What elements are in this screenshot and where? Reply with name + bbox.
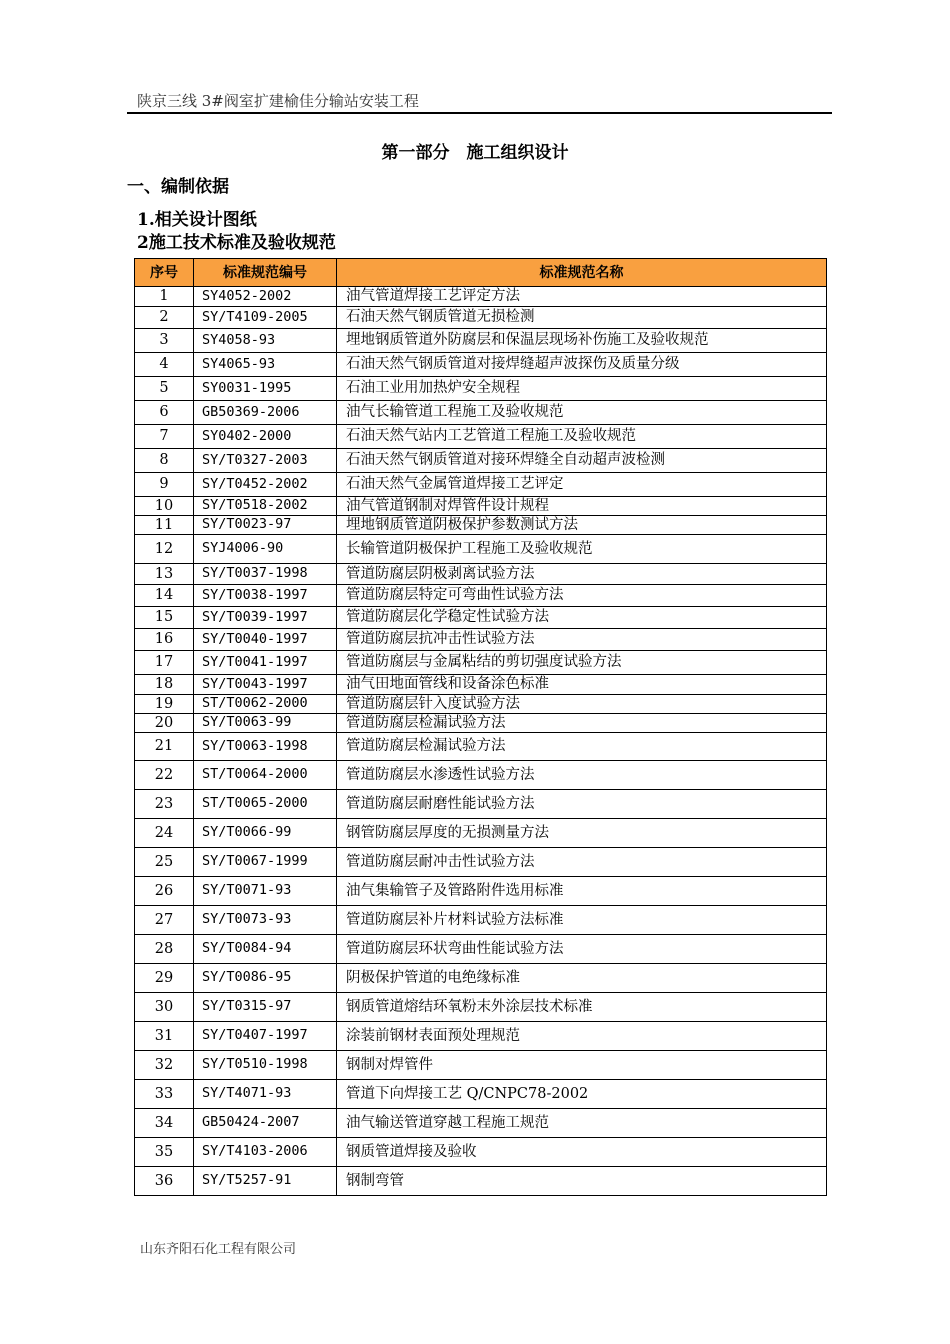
table-body [135,287,827,1196]
row-index: 22 [135,761,194,790]
row-name: 涂装前钢材表面预处理规范 [337,1022,827,1051]
document-title: 第一部分 施工组织设计 [381,143,569,163]
table-row [135,629,827,651]
header-name: 标准规范名称 [337,259,827,287]
row-name: 管道防腐层阴极剥离试验方法 [337,564,827,585]
row-name: 管道防腐层检漏试验方法 [337,733,827,761]
table-row [135,1022,827,1051]
subsection-standards: 2施工技术标准及验收规范 [137,233,336,253]
row-code: SY/T0043-1997 [194,675,337,695]
header-code: 标准规范编号 [194,259,337,287]
row-code: SY/T0067-1999 [194,848,337,877]
row-name: 长输管道阴极保护工程施工及验收规范 [337,535,827,564]
table-row [135,497,827,516]
table-row [135,675,827,695]
row-index: 24 [135,819,194,848]
row-code: ST/T0062-2000 [194,695,337,714]
row-code: SY/T0510-1998 [194,1051,337,1080]
row-name: 油气集输管子及管路附件选用标准 [337,877,827,906]
row-index: 12 [135,535,194,564]
row-code: SY/T5257-91 [194,1167,337,1196]
page-header [127,88,832,114]
table-row [135,1109,827,1138]
row-code: SY/T0327-2003 [194,449,337,473]
row-index: 5 [135,377,194,401]
table-row [135,449,827,473]
row-name: 管道防腐层特定可弯曲性试验方法 [337,585,827,607]
row-code: SY/T0073-93 [194,906,337,935]
table-row [135,307,827,329]
row-index: 10 [135,497,194,516]
table-row [135,287,827,307]
row-name: 油气长输管道工程施工及验收规范 [337,401,827,425]
row-index: 18 [135,675,194,695]
row-name: 钢制对焊管件 [337,1051,827,1080]
row-code: GB50424-2007 [194,1109,337,1138]
row-index: 28 [135,935,194,964]
row-code: SY4058-93 [194,329,337,353]
row-index: 21 [135,733,194,761]
row-index: 30 [135,993,194,1022]
row-code: GB50369-2006 [194,401,337,425]
table-row [135,848,827,877]
row-code: SYJ4006-90 [194,535,337,564]
row-index: 7 [135,425,194,449]
row-code: SY/T4109-2005 [194,307,337,329]
row-code: ST/T0064-2000 [194,761,337,790]
row-code: SY4065-93 [194,353,337,377]
table-header-row [135,259,827,287]
row-code: SY/T0041-1997 [194,651,337,675]
table-row [135,761,827,790]
table-row [135,906,827,935]
row-index: 23 [135,790,194,819]
row-index: 29 [135,964,194,993]
row-name: 石油天然气站内工艺管道工程施工及验收规范 [337,425,827,449]
row-index: 8 [135,449,194,473]
table-row [135,733,827,761]
row-index: 13 [135,564,194,585]
row-name: 钢质管道熔结环氧粉末外涂层技术标准 [337,993,827,1022]
row-code: SY0031-1995 [194,377,337,401]
table-row [135,964,827,993]
row-code: SY/T0037-1998 [194,564,337,585]
table-row [135,790,827,819]
row-name: 管道防腐层与金属粘结的剪切强度试验方法 [337,651,827,675]
table-row [135,535,827,564]
row-index: 33 [135,1080,194,1109]
table-row [135,377,827,401]
row-code: SY0402-2000 [194,425,337,449]
row-name: 钢管防腐层厚度的无损测量方法 [337,819,827,848]
row-index: 31 [135,1022,194,1051]
row-code: SY/T0039-1997 [194,607,337,629]
table-row [135,1051,827,1080]
row-name: 管道下向焊接工艺 Q/CNPC78-2002 [337,1080,827,1109]
row-index: 26 [135,877,194,906]
row-name: 管道防腐层检漏试验方法 [337,714,827,733]
row-index: 4 [135,353,194,377]
row-code: SY/T0452-2002 [194,473,337,497]
table-row [135,695,827,714]
row-name: 埋地钢质管道外防腐层和保温层现场补伤施工及验收规范 [337,329,827,353]
row-name: 阴极保护管道的电绝缘标准 [337,964,827,993]
table-row [135,607,827,629]
table-row [135,585,827,607]
subsection-drawings: 1.相关设计图纸 [137,210,257,230]
row-name: 石油天然气金属管道焊接工艺评定 [337,473,827,497]
section-heading: 一、编制依据 [127,177,229,197]
row-index: 9 [135,473,194,497]
table-row [135,935,827,964]
row-index: 3 [135,329,194,353]
row-code: SY/T4071-93 [194,1080,337,1109]
table-row [135,564,827,585]
row-index: 32 [135,1051,194,1080]
row-name: 埋地钢质管道阴极保护参数测试方法 [337,516,827,535]
table-row [135,1167,827,1196]
row-index: 35 [135,1138,194,1167]
table-row [135,877,827,906]
table-row [135,329,827,353]
row-name: 油气管道钢制对焊管件设计规程 [337,497,827,516]
row-index: 25 [135,848,194,877]
table-row [135,1080,827,1109]
table-row [135,651,827,675]
row-name: 油气管道焊接工艺评定方法 [337,287,827,307]
row-name: 管道防腐层耐磨性能试验方法 [337,790,827,819]
row-name: 油气田地面管线和设备涂色标准 [337,675,827,695]
row-name: 油气输送管道穿越工程施工规范 [337,1109,827,1138]
row-code: SY/T4103-2006 [194,1138,337,1167]
row-index: 2 [135,307,194,329]
table-row [135,993,827,1022]
row-code: SY/T0040-1997 [194,629,337,651]
row-index: 16 [135,629,194,651]
row-name: 石油工业用加热炉安全规程 [337,377,827,401]
table-row [135,819,827,848]
row-index: 19 [135,695,194,714]
row-name: 钢制弯管 [337,1167,827,1196]
table-row [135,1138,827,1167]
row-name: 管道防腐层化学稳定性试验方法 [337,607,827,629]
row-code: ST/T0065-2000 [194,790,337,819]
table-row [135,353,827,377]
row-code: SY4052-2002 [194,287,337,307]
table-row [135,425,827,449]
row-code: SY/T0038-1997 [194,585,337,607]
row-code: SY/T0084-94 [194,935,337,964]
row-name: 管道防腐层针入度试验方法 [337,695,827,714]
header-project-title: 陕京三线 3#阀室扩建榆佳分输站安装工程 [137,92,419,110]
row-index: 6 [135,401,194,425]
row-code: SY/T0086-95 [194,964,337,993]
row-code: SY/T0063-99 [194,714,337,733]
row-code: SY/T0315-97 [194,993,337,1022]
row-name: 钢质管道焊接及验收 [337,1138,827,1167]
table-row [135,401,827,425]
row-index: 1 [135,287,194,307]
table-row [135,516,827,535]
row-name: 管道防腐层抗冲击性试验方法 [337,629,827,651]
row-index: 36 [135,1167,194,1196]
row-name: 石油天然气钢质管道无损检测 [337,307,827,329]
row-index: 14 [135,585,194,607]
row-index: 17 [135,651,194,675]
row-code: SY/T0023-97 [194,516,337,535]
row-name: 石油天然气钢质管道对接环焊缝全自动超声波检测 [337,449,827,473]
row-name: 石油天然气钢质管道对接焊缝超声波探伤及质量分级 [337,353,827,377]
row-index: 27 [135,906,194,935]
row-code: SY/T0063-1998 [194,733,337,761]
row-name: 管道防腐层环状弯曲性能试验方法 [337,935,827,964]
row-index: 20 [135,714,194,733]
row-code: SY/T0066-99 [194,819,337,848]
row-name: 管道防腐层补片材料试验方法标准 [337,906,827,935]
row-index: 11 [135,516,194,535]
table-row [135,714,827,733]
row-name: 管道防腐层耐冲击性试验方法 [337,848,827,877]
row-code: SY/T0518-2002 [194,497,337,516]
company-footer: 山东齐阳石化工程有限公司 [140,1242,297,1257]
row-index: 34 [135,1109,194,1138]
table-row [135,473,827,497]
standards-table [134,258,827,1196]
row-code: SY/T0071-93 [194,877,337,906]
header-index: 序号 [135,259,194,287]
row-name: 管道防腐层水渗透性试验方法 [337,761,827,790]
row-index: 15 [135,607,194,629]
row-code: SY/T0407-1997 [194,1022,337,1051]
